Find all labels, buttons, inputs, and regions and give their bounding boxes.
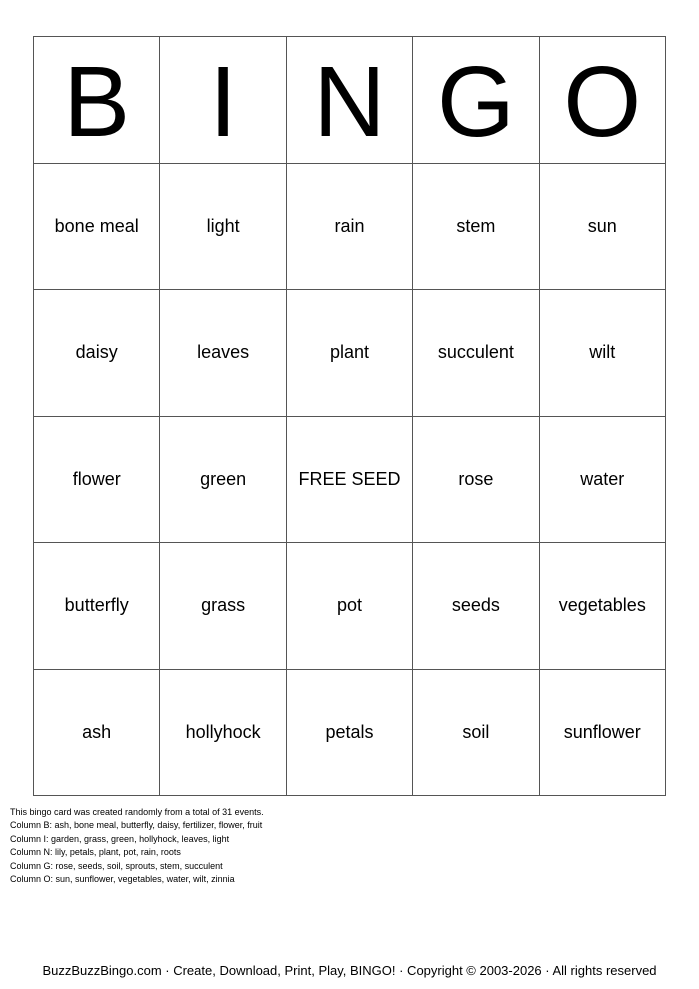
bingo-cell: wilt <box>540 290 666 417</box>
info-column-g: Column G: rose, seeds, soil, sprouts, stem, succulent <box>10 860 223 871</box>
bingo-cell: rose <box>413 417 539 544</box>
bingo-cell: grass <box>160 543 286 670</box>
info-column-n: Column N: lily, petals, plant, pot, rain, roots <box>10 847 181 858</box>
bingo-cell: vegetables <box>540 543 666 670</box>
info-column-b: Column B: ash, bone meal, butterfly, daisy, fertilizer, flower, fruit <box>10 820 263 831</box>
bingo-cell: sunflower <box>540 670 666 797</box>
bingo-cell: pot <box>287 543 413 670</box>
bingo-cell: stem <box>413 164 539 291</box>
bingo-cell: rain <box>287 164 413 291</box>
bingo-cell: water <box>540 417 666 544</box>
bingo-cell: flower <box>34 417 160 544</box>
info-summary: This bingo card was created randomly from a total of 31 events. <box>10 807 264 817</box>
bingo-card <box>33 36 666 796</box>
info-column-i: Column I: garden, grass, green, hollyhock, leaves, light <box>10 833 230 844</box>
info-column-o: Column O: sun, sunflower, vegetables, water, wilt, zinnia <box>10 874 235 885</box>
bingo-cell: hollyhock <box>160 670 286 797</box>
bingo-cell: light <box>160 164 286 291</box>
bingo-cell: green <box>160 417 286 544</box>
bingo-cell: leaves <box>160 290 286 417</box>
bingo-cell: sun <box>540 164 666 291</box>
bingo-cell: plant <box>287 290 413 417</box>
header-letter-b: B <box>34 37 160 164</box>
bingo-cell: ash <box>34 670 160 797</box>
header-letter-o: O <box>540 37 666 164</box>
header-letter-g: G <box>413 37 539 164</box>
footer-copyright: BuzzBuzzBingo.com · Create, Download, Print, Play, BINGO! · Copyright © 2003-2026 · All rights reserved <box>42 963 657 978</box>
header-letter-i: I <box>160 37 286 164</box>
bingo-cell: butterfly <box>34 543 160 670</box>
free-space-cell: FREE SEED <box>287 417 413 544</box>
bingo-cell: soil <box>413 670 539 797</box>
bingo-cell: seeds <box>413 543 539 670</box>
bingo-cell: bone meal <box>34 164 160 291</box>
bingo-cell: petals <box>287 670 413 797</box>
bingo-cell: succulent <box>413 290 539 417</box>
card-info <box>10 806 264 886</box>
header-letter-n: N <box>287 37 413 164</box>
bingo-cell: daisy <box>34 290 160 417</box>
